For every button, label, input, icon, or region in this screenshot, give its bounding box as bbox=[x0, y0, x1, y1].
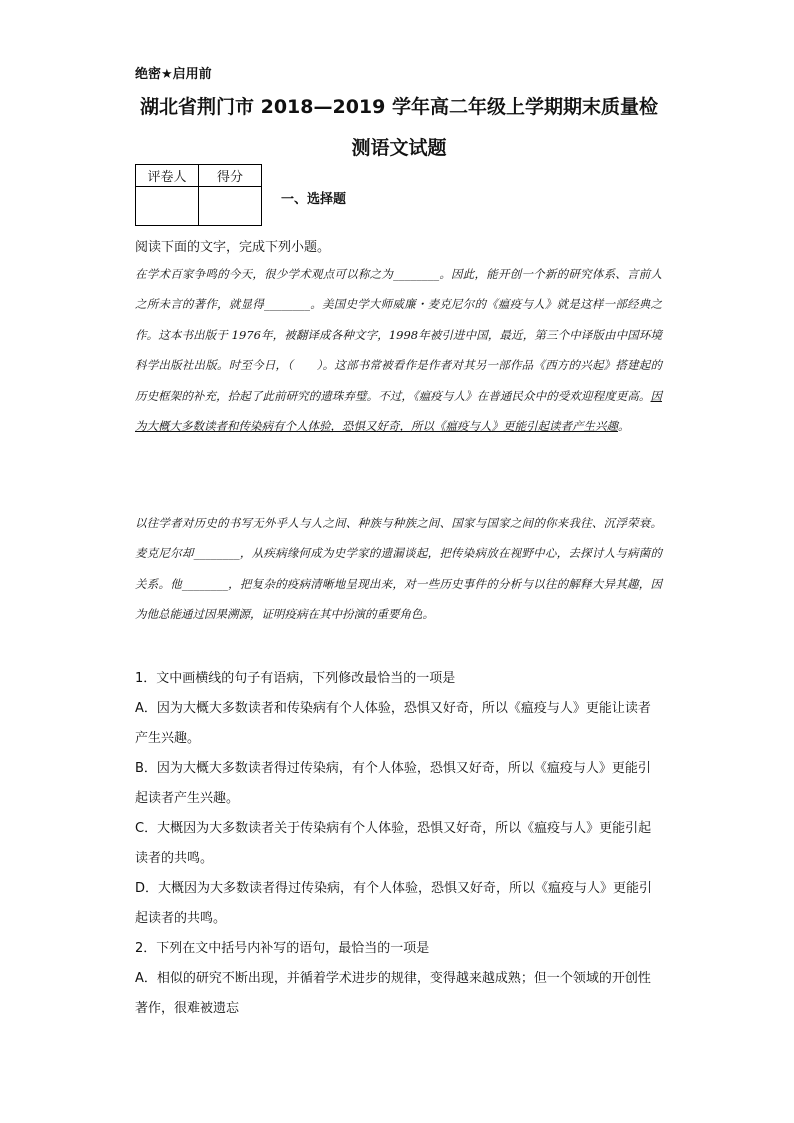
question-1-option-c: C．大概因为大多数读者关于传染病有个人体验，恐惧又好奇，所以《瘟疫与人》更能引起读者的共鸣。 bbox=[135, 821, 652, 866]
passage-p1-text: 在学术百家争鸣的今天，很少学术观点可以称之为________。因此，能开创一个新的研究体系、言前人之所未言的著作，就显得________。美国史学大师威廉・麦克尼尔的《瘟疫与人》就是这样一部经典之作。这本书出版于 1976年，被翻译成各种文字，1998年被引进中国，最近，第三个中译版由中国环境科学出版社出版。时至今日，（ ）。这部书常被看作是作者对其另一部作品《西方的兴起》搭建起的历史框架的补充，拾起了此前研究的遗珠弃璧。不过，《瘟疫与人》在普通民众中的受欢迎程度更高。 bbox=[135, 267, 662, 403]
questions-block bbox=[135, 664, 662, 1024]
score-table bbox=[135, 164, 262, 226]
secret-label: 绝密★启用前 bbox=[135, 67, 212, 82]
grader-cell bbox=[136, 187, 199, 226]
underlined-sentence: 因为大概大多数读者和传染病有个人体验，恐惧又好奇，所以《瘟疫与人》更能引起读者产生兴趣 bbox=[135, 388, 662, 434]
grader-header: 评卷人 bbox=[136, 165, 199, 187]
passage-p1-end: 。 bbox=[618, 419, 630, 434]
question-2-option-a: A．相似的研究不断出现，并循着学术进步的规律，变得越来越成熟；但一个领域的开创性著作，很难被遗忘 bbox=[135, 971, 651, 1016]
question-2-stem: 2．下列在文中括号内补写的语句，最恰当的一项是 bbox=[135, 941, 430, 956]
reading-instruction: 阅读下面的文字，完成下列小题。 bbox=[135, 240, 331, 255]
question-1-option-b: B．因为大概大多数读者得过传染病，有个人体验，恐惧又好奇，所以《瘟疫与人》更能引起读者产生兴趣。 bbox=[135, 761, 651, 806]
score-header: 得分 bbox=[199, 165, 262, 187]
passage-paragraph-2: 以往学者对历史的书写无外乎人与人之间、种族与种族之间、国家与国家之间的你来我往、沉浮荣衰。麦克尼尔却________，从疾病缘何成为史学家的遗漏谈起，把传染病放在视野中心，去探讨人与病菌的关系。他________，把复杂的疫病清晰地呈现出来，对一些历史事件的分析与以往的解释大异其趣，因为他总能通过因果溯源，证明疫病在其中扮演的重要角色。 bbox=[135, 516, 662, 622]
question-1-stem: 1．文中画横线的句子有语病，下列修改最恰当的一项是 bbox=[135, 671, 456, 686]
section-title: 一、选择题 bbox=[281, 192, 347, 207]
question-1-option-d: D．大概因为大多数读者得过传染病，有个人体验，恐惧又好奇，所以《瘟疫与人》更能引起读者的共鸣。 bbox=[135, 881, 653, 926]
score-cell bbox=[199, 187, 262, 226]
question-1-option-a: A．因为大概大多数读者和传染病有个人体验，恐惧又好奇，所以《瘟疫与人》更能让读者产生兴趣。 bbox=[135, 701, 651, 746]
exam-title-line2: 测语文试题 bbox=[351, 137, 447, 159]
exam-title-line1: 湖北省荆门市 2018—2019 学年高二年级上学期期末质量检 bbox=[140, 96, 658, 118]
passage-paragraph-1 bbox=[135, 259, 662, 441]
